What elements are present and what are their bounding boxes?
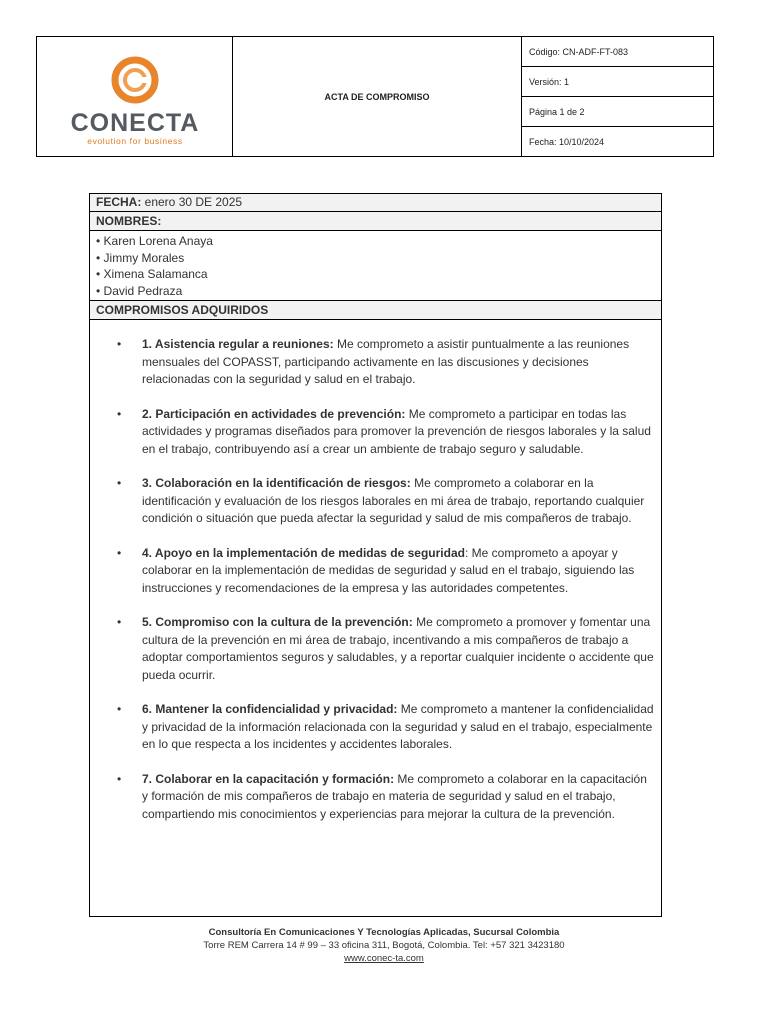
document-footer xyxy=(0,926,768,965)
commitment-text: Me comprometo a promover y fomentar una cultura de la prevención en mi área de trabajo, incentivando a mis compañeros de trabajo a adoptar comportamientos seguros y saludables, y a reportar cualquier incidente o accidente que pueda ocurrir. xyxy=(142,615,654,682)
commitment-title: 6. Mantener la confidencialidad y privacidad: xyxy=(142,702,398,716)
document-title: ACTA DE COMPROMISO xyxy=(233,37,522,156)
meta-codigo: Código: CN-ADF-FT-083 xyxy=(522,37,713,67)
commitment-title: 3. Colaboración en la identificación de riesgos: xyxy=(142,476,411,490)
meta-pagina: Página 1 de 2 xyxy=(522,97,713,127)
commitment-title: 2. Participación en actividades de prevención: xyxy=(142,406,406,421)
date-label: FECHA: xyxy=(96,195,142,209)
commitment-text: Me comprometo a mantener la confidencialidad y privacidad de la información relacionada con la seguridad y salud en el trabajo, especialmente en lo que respecta a los incidentes y accidentes laborales. xyxy=(142,702,654,751)
conecta-logo-icon xyxy=(110,55,160,105)
names-header xyxy=(90,212,661,231)
commitment-title: 4. Apoyo en la implementación de medidas de seguridad xyxy=(142,545,465,560)
date-value: enero 30 DE 2025 xyxy=(141,195,243,209)
footer-company: Consultoría En Comunicaciones Y Tecnologías Aplicadas, Sucursal Colombia xyxy=(208,927,560,938)
commitment-title: 1. Asistencia regular a reuniones: xyxy=(142,337,334,351)
bullet-icon: • xyxy=(117,702,122,716)
date-row xyxy=(90,194,661,212)
commitment-text: Me comprometo a participar en todas las actividades y programas diseñados para promover la prevención de riesgos laborales y la salud en el trabajo, contribuyendo así a crear un ambiente de trabajo seguro y saludable. xyxy=(142,406,651,456)
commitment-item xyxy=(90,475,661,528)
commitment-text: Me comprometo a colaborar en la capacitación y formación de mis compañeros de trabajo en materia de seguridad y salud en el trabajo, compartiendo mis conocimientos y experiencias para mejorar la cultura de la prevención. xyxy=(142,771,647,821)
commitment-text: : Me comprometo a apoyar y colaborar en la implementación de medidas de seguridad y salud en el trabajo, siguiendo las instrucciones y recomendaciones de la empresa y las autoridades competentes. xyxy=(142,545,635,595)
commitment-item xyxy=(90,701,661,754)
footer-website-link[interactable]: www.conec-ta.com xyxy=(344,953,424,964)
commitments-list xyxy=(90,336,661,840)
name-item: • Ximena Salamanca xyxy=(96,267,208,282)
commitments-label: COMPROMISOS ADQUIRIDOS xyxy=(96,303,269,317)
commitment-item xyxy=(90,771,661,824)
document-meta xyxy=(522,37,713,156)
commitment-title: 5. Compromiso con la cultura de la prevención: xyxy=(142,615,413,629)
bullet-icon: • xyxy=(117,476,122,490)
names-list xyxy=(90,231,661,301)
logo-brand-text: CONECTA xyxy=(70,109,200,137)
bullet-icon: • xyxy=(117,337,122,351)
commitment-item xyxy=(90,336,661,389)
commitment-item xyxy=(90,614,661,684)
commitment-item xyxy=(90,545,661,598)
name-item: • David Pedraza xyxy=(96,284,183,299)
name-item: • Jimmy Morales xyxy=(96,250,185,265)
names-label: NOMBRES: xyxy=(96,214,162,228)
bullet-icon: • xyxy=(117,406,122,421)
commitment-text: Me comprometo a asistir puntualmente a las reuniones mensuales del COPASST, participando activamente en las discusiones y decisiones relacionadas con la seguridad y salud en el trabajo. xyxy=(142,337,630,386)
logo-cell xyxy=(37,37,233,156)
document-header xyxy=(36,36,714,157)
meta-fecha: Fecha: 10/10/2024 xyxy=(529,136,605,147)
footer-address: Torre REM Carrera 14 # 99 – 33 oficina 311, Bogotá, Colombia. Tel: +57 321 3423180 xyxy=(203,940,565,951)
logo-tagline: evolution for business xyxy=(87,136,183,146)
commitment-item xyxy=(90,406,661,459)
commitment-form xyxy=(89,193,662,917)
bullet-icon: • xyxy=(117,545,122,560)
bullet-icon: • xyxy=(117,615,122,629)
commitment-title: 7. Colaborar en la capacitación y formación: xyxy=(142,771,395,786)
bullet-icon: • xyxy=(117,771,122,786)
commitments-header xyxy=(90,301,661,320)
commitment-text: Me comprometo a colaborar en la identificación y evaluación de los riesgos laborales en mi área de trabajo, reportando cualquier condición o situación que pueda afectar la seguridad y salud de mis compañeros de trabajo. xyxy=(142,476,645,525)
name-item: • Karen Lorena Anaya xyxy=(96,234,213,248)
meta-version: Versión: 1 xyxy=(522,67,713,97)
